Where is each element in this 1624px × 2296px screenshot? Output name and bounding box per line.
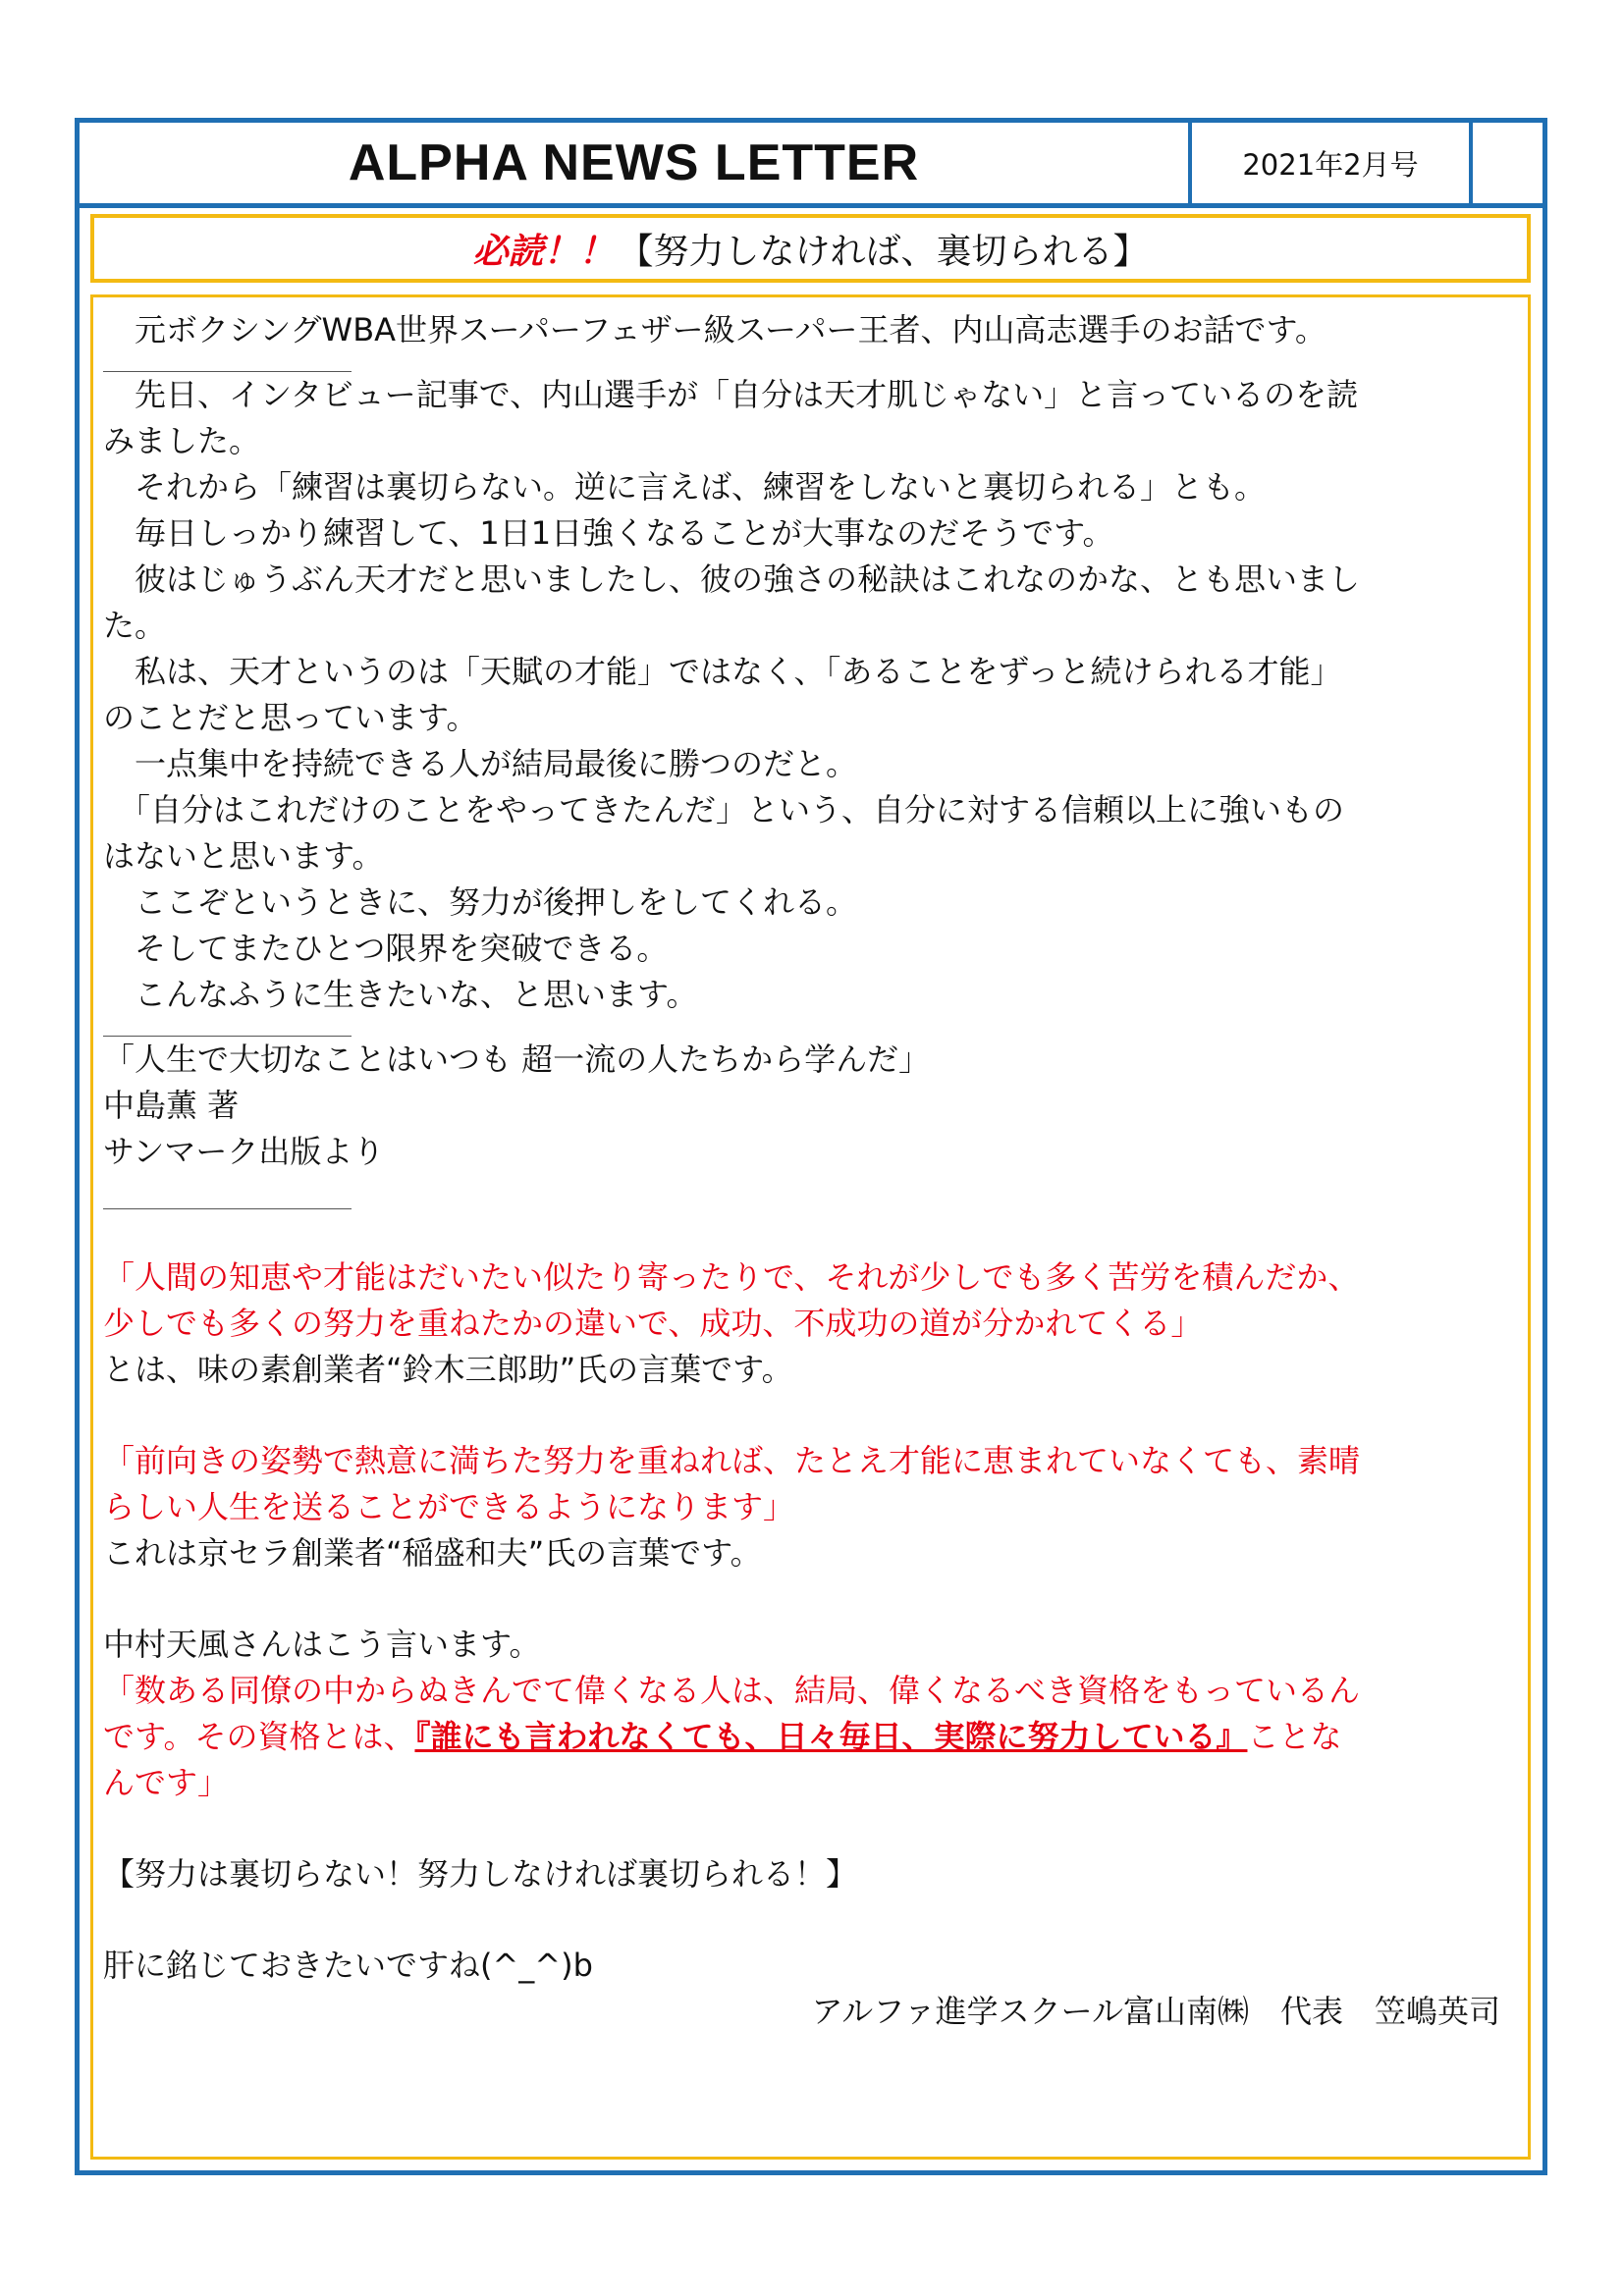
headline-box <box>90 214 1531 283</box>
story-line: 「自分はこれだけのことをやってきたんだ」という、自分に対する信頼以上に強いもの <box>103 791 1345 828</box>
quote-line: 「人間の知恵や才能はだいたい似たり寄ったりで、それが少しでも多く苦労を積んだか、 <box>103 1258 1360 1296</box>
issue-date: 2021年2月号 <box>1192 123 1473 203</box>
story-line: 毎日しっかり練習して、1日1日強くなることが大事なのだそうです。 <box>103 514 1114 552</box>
story-line: そしてまたひとつ限界を突破できる。 <box>103 930 669 967</box>
quote-intro: 中村天風さんはこう言います。 <box>103 1626 541 1663</box>
quote-text: ことな <box>1247 1718 1342 1755</box>
blank-cell <box>1473 123 1543 203</box>
intro-text: 元ボクシングWBA世界スーパーフェザー級スーパー王者、内山高志選手のお話です。 <box>103 311 1326 348</box>
quote-line: らしい人生を送ることができるようになります」 <box>103 1488 795 1525</box>
must-read-label: 必読！！ <box>472 231 615 272</box>
book-author: 中島薫 著 <box>103 1087 240 1124</box>
quote-line: 「前向きの姿勢で熱意に満ちた努力を重ねれば、たとえ才能に恵まれていなくても、素晴 <box>103 1442 1361 1479</box>
closing-remark: 肝に銘じておきたいですね(^_^)b <box>103 1947 593 1984</box>
story-line: ここぞというときに、努力が後押しをしてくれる。 <box>103 883 858 921</box>
story-line: はないと思います。 <box>103 837 384 875</box>
motto: 【努力は裏切らない！努力しなければ裏切られる！】 <box>103 1855 858 1893</box>
newsletter-header <box>75 118 1547 208</box>
quote-text: です。その資格とは、 <box>103 1718 415 1755</box>
signature: アルファ進学スクール富山南㈱ 代表 笠嶋英司 <box>811 1993 1500 2030</box>
story-line: 彼はじゅうぶん天才だと思いましたし、彼の強さの秘訣はこれなのかな、とも思いまし <box>103 561 1361 598</box>
quote-line <box>103 1714 1518 1760</box>
headline-title: 【努力しなければ、裏切られる】 <box>618 231 1149 272</box>
story-line: 一点集中を持続できる人が結局最後に勝つのだと。 <box>103 745 858 782</box>
story-line: 先日、インタビュー記事で、内山選手が「自分は天才肌じゃない」と言っているのを読 <box>103 376 1359 413</box>
story-line: た。 <box>103 607 167 644</box>
quote-attribution: とは、味の素創業者“鈴木三郎助”氏の言葉です。 <box>103 1351 793 1388</box>
story-line: のことだと思っています。 <box>103 699 478 736</box>
book-publisher: サンマーク出版より <box>103 1133 385 1170</box>
story-line: こんなふうに生きたいな、と思います。 <box>103 976 698 1013</box>
quote-line: 「数ある同僚の中からぬきんでて偉くなる人は、結局、偉くなるべき資格をもっているん <box>103 1672 1361 1709</box>
quote-emphasis: 『誰にも言われなくても、日々毎日、実際に努力している』 <box>414 1718 1248 1755</box>
newsletter-title: ALPHA NEWS LETTER <box>80 123 1192 203</box>
quote-line: んです」 <box>103 1764 230 1801</box>
story-line: みました。 <box>103 422 261 459</box>
quote-attribution: これは京セラ創業者“稲盛和夫”氏の言葉です。 <box>103 1534 762 1572</box>
book-title: 「人生で大切なことはいつも 超一流の人たちから学んだ」 <box>103 1041 931 1078</box>
quote-line: 少しでも多くの努力を重ねたかの違いで、成功、不成功の道が分かれてくる」 <box>103 1305 1203 1342</box>
article-body <box>90 294 1531 2160</box>
story-line: 私は、天才というのは「天賦の才能」ではなく、「あることをずっと続けられる才能」 <box>103 653 1342 690</box>
story-line: それから「練習は裏切らない。逆に言えば、練習をしないと裏切られる」とも。 <box>103 468 1267 506</box>
